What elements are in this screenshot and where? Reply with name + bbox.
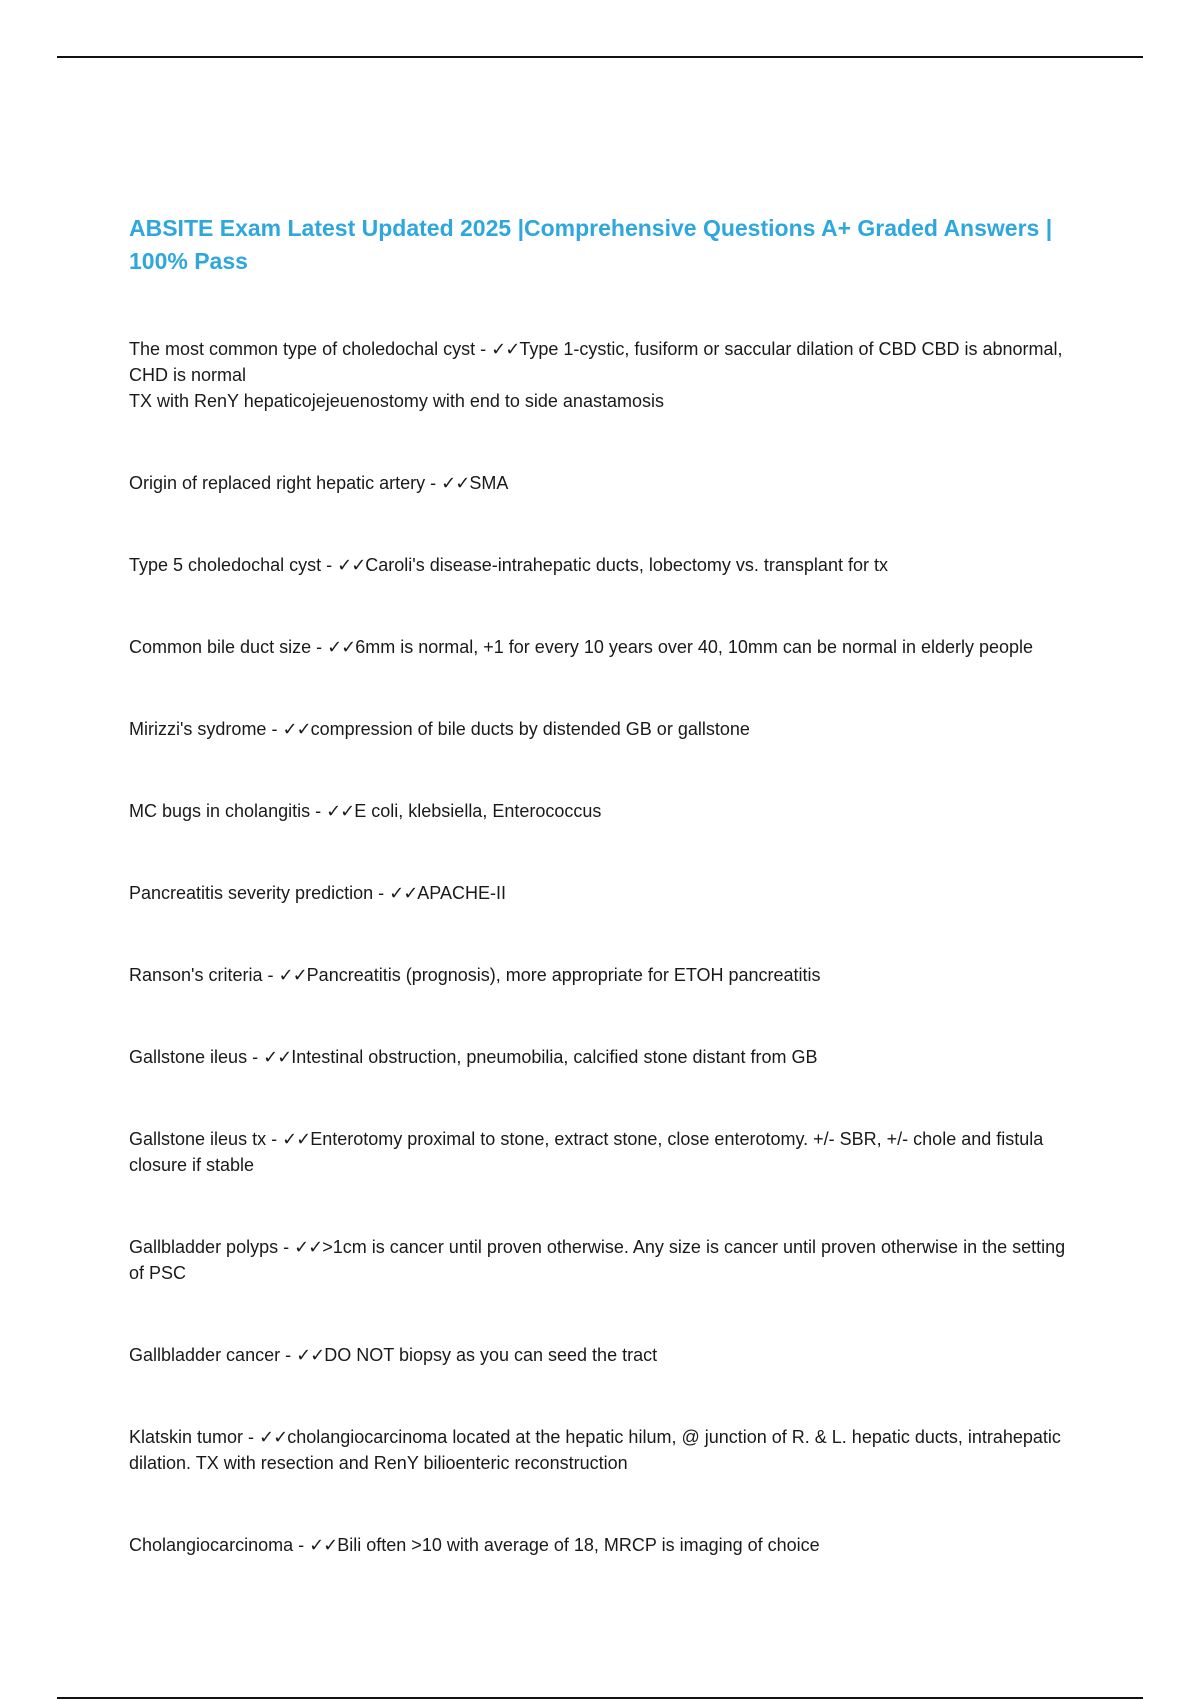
separator: - xyxy=(243,1427,260,1447)
check-icon: ✓✓ xyxy=(278,965,307,985)
separator: - xyxy=(321,555,338,575)
check-icon: ✓✓ xyxy=(294,1237,323,1257)
check-icon: ✓✓ xyxy=(326,801,355,821)
question-text: MC bugs in cholangitis xyxy=(129,801,311,821)
answer-extra-text: TX with RenY hepaticojejeuenostomy with end to side anastamosis xyxy=(129,391,664,411)
qa-item xyxy=(129,1424,1079,1476)
separator: - xyxy=(311,637,328,657)
qa-list xyxy=(129,336,1079,1614)
question-text: Gallstone ileus tx xyxy=(129,1129,267,1149)
answer-text: >1cm is cancer until proven otherwise. Any size is cancer until proven otherwise in the setting of PSC xyxy=(129,1237,1066,1283)
question-text: Type 5 choledochal cyst xyxy=(129,555,322,575)
answer-text: Caroli's disease-intrahepatic ducts, lobectomy vs. transplant for tx xyxy=(365,555,888,575)
question-text: Mirizzi's sydrome xyxy=(129,719,267,739)
separator: - xyxy=(262,965,279,985)
qa-item xyxy=(129,1234,1079,1286)
check-icon: ✓✓ xyxy=(282,1129,311,1149)
check-icon: ✓✓ xyxy=(327,637,356,657)
answer-text: cholangiocarcinoma located at the hepatic hilum, @ junction of R. & L. hepatic ducts, intrahepatic dilation. TX with resection and RenY bilioenteric reconstruction xyxy=(129,1427,1061,1473)
check-icon: ✓✓ xyxy=(309,1535,338,1555)
header-rule xyxy=(57,56,1143,58)
check-icon: ✓✓ xyxy=(259,1427,288,1447)
qa-item xyxy=(129,552,1079,578)
qa-item xyxy=(129,716,1079,742)
separator: - xyxy=(425,473,442,493)
check-icon: ✓✓ xyxy=(491,339,520,359)
answer-text: E coli, klebsiella, Enterococcus xyxy=(354,801,602,821)
qa-item xyxy=(129,880,1079,906)
qa-line xyxy=(129,336,1079,388)
qa-item xyxy=(129,634,1079,660)
qa-item xyxy=(129,962,1079,988)
check-icon: ✓✓ xyxy=(282,719,311,739)
separator: - xyxy=(475,339,492,359)
separator: - xyxy=(373,883,390,903)
footer-rule xyxy=(57,1697,1143,1699)
question-text: Gallstone ileus xyxy=(129,1047,248,1067)
question-text: Origin of replaced right hepatic artery xyxy=(129,473,426,493)
question-text: The most common type of choledochal cyst xyxy=(129,339,476,359)
answer-text: Pancreatitis (prognosis), more appropriate for ETOH pancreatitis xyxy=(306,965,821,985)
qa-item xyxy=(129,470,1079,496)
qa-item xyxy=(129,336,1079,414)
separator: - xyxy=(293,1535,310,1555)
check-icon: ✓✓ xyxy=(337,555,366,575)
document-title: ABSITE Exam Latest Updated 2025 |Comprehensive Questions A+ Graded Answers | 100% Pass xyxy=(129,215,1053,274)
separator: - xyxy=(266,719,283,739)
question-text: Cholangiocarcinoma xyxy=(129,1535,294,1555)
qa-item xyxy=(129,1126,1079,1178)
question-text: Gallbladder cancer xyxy=(129,1345,281,1365)
qa-item xyxy=(129,1044,1079,1070)
answer-text: Type 1-cystic, fusiform or saccular dilation of CBD CBD is abnormal, CHD is normal xyxy=(129,339,1063,385)
answer-text: compression of bile ducts by distended GB or gallstone xyxy=(310,719,750,739)
answer-text: 6mm is normal, +1 for every 10 years over 40, 10mm can be normal in elderly people xyxy=(355,637,1034,657)
question-text: Pancreatitis severity prediction xyxy=(129,883,374,903)
answer-text: Intestinal obstruction, pneumobilia, calcified stone distant from GB xyxy=(291,1047,818,1067)
answer-text: DO NOT biopsy as you can seed the tract xyxy=(324,1345,658,1365)
separator: - xyxy=(266,1129,283,1149)
question-text: Ranson's criteria xyxy=(129,965,263,985)
qa-item xyxy=(129,1532,1079,1558)
check-icon: ✓✓ xyxy=(441,473,470,493)
question-text: Common bile duct size xyxy=(129,637,312,657)
qa-item xyxy=(129,1342,1079,1368)
check-icon: ✓✓ xyxy=(389,883,418,903)
question-text: Gallbladder polyps xyxy=(129,1237,279,1257)
answer-text: SMA xyxy=(469,473,509,493)
check-icon: ✓✓ xyxy=(296,1345,325,1365)
answer-text: Enterotomy proximal to stone, extract stone, close enterotomy. +/- SBR, +/- chole and fistula closure if stable xyxy=(129,1129,1044,1175)
answer-text: APACHE-II xyxy=(417,883,506,903)
separator: - xyxy=(280,1345,297,1365)
answer-text: Bili often >10 with average of 18, MRCP is imaging of choice xyxy=(337,1535,820,1555)
qa-item xyxy=(129,798,1079,824)
question-text: Klatskin tumor xyxy=(129,1427,244,1447)
separator: - xyxy=(247,1047,264,1067)
separator: - xyxy=(310,801,327,821)
check-icon: ✓✓ xyxy=(263,1047,292,1067)
separator: - xyxy=(278,1237,295,1257)
